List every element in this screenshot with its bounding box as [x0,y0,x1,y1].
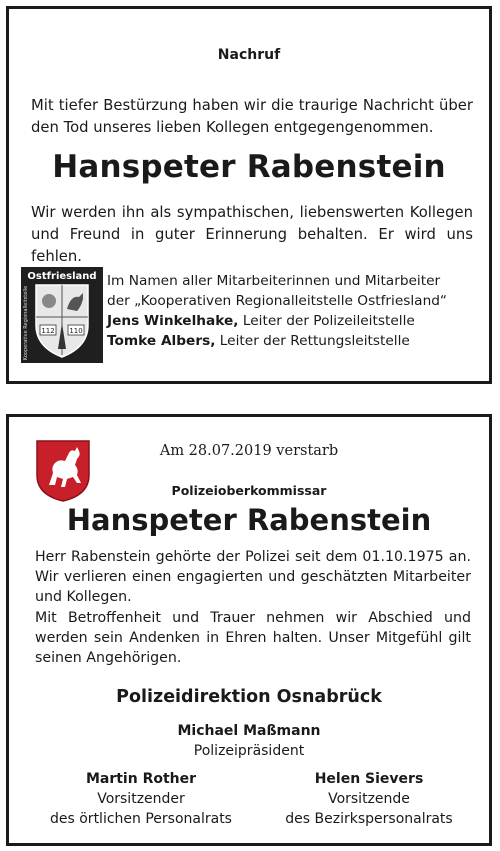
notice-paragraph-1: Mit tiefer Bestürzung haben wir die traurige Nachricht über den Tod unseres lieben Kollegen entgegengenommen. [31,97,473,136]
signer-2-name: Tomke Albers, [107,333,216,349]
left-signer-name: Martin Rother [85,771,197,787]
signature-block [107,271,479,351]
chief-title: Polizeipräsident [193,743,305,759]
signer-1-name: Jens Winkelhake, [107,313,239,329]
sign-line-1: Im Namen aller Mitarbeiterinnen und Mitarbeiter [107,273,441,289]
left-signer-title-1: Vorsitzender [97,791,185,807]
emblem-side-text: Kooperative Regionalleitstelle [23,285,29,361]
right-signature [259,769,479,829]
right-signer-title-2: des Bezirkspersonalrats [285,811,453,827]
date-line: Am 28.07.2019 verstarb [159,443,339,459]
obituary-notice-colleagues [6,6,492,384]
deceased-name: Hanspeter Rabenstein [66,503,432,537]
chief-signature [9,721,489,761]
directorate-name: Polizeidirektion Osnabrück [116,687,382,707]
emblem-number-110: 110 [69,327,83,335]
signer-1-role: Leiter der Polizeileitstelle [242,313,415,329]
notice-paragraph-2: Wir werden ihn als sympathischen, liebenswerten Kollegen und Freund in guter Erinnerung behalten. Er wird uns fehlen. [31,204,473,265]
notice-heading: Nachruf [217,47,281,63]
emblem-number-112: 112 [41,327,55,335]
chief-name: Michael Maßmann [177,723,321,739]
notice-paragraph-2: Mit Betroffenheit und Trauer nehmen wir Abschied und werden sein Andenken in Ehren halten. Unser Mitgefühl gilt seinen Angehörigen. [35,610,471,666]
sign-line-2: der „Kooperativen Regionalleitstelle Ostfriesland“ [107,293,448,309]
emblem-top-text: Ostfriesland [27,271,97,282]
right-signer-title-1: Vorsitzende [328,791,410,807]
signer-1 [107,311,479,331]
right-signer-name: Helen Sievers [314,771,424,787]
notice-paragraph-1: Herr Rabenstein gehörte der Polizei seit dem 01.10.1975 an. Wir verlieren einen engagierten und geschätzten Mitarbeiter und Kollegen. [35,549,471,605]
ostfriesland-emblem-icon [21,267,103,363]
rank-label: Polizeioberkommissar [171,483,327,498]
obituary-notice-police-directorate [6,414,492,846]
signer-2-role: Leiter der Rettungsleitstelle [219,333,410,349]
left-signer-title-2: des örtlichen Personalrats [50,811,232,827]
left-signature [31,769,251,829]
deceased-name: Hanspeter Rabenstein [52,149,446,185]
signer-2 [107,331,479,351]
